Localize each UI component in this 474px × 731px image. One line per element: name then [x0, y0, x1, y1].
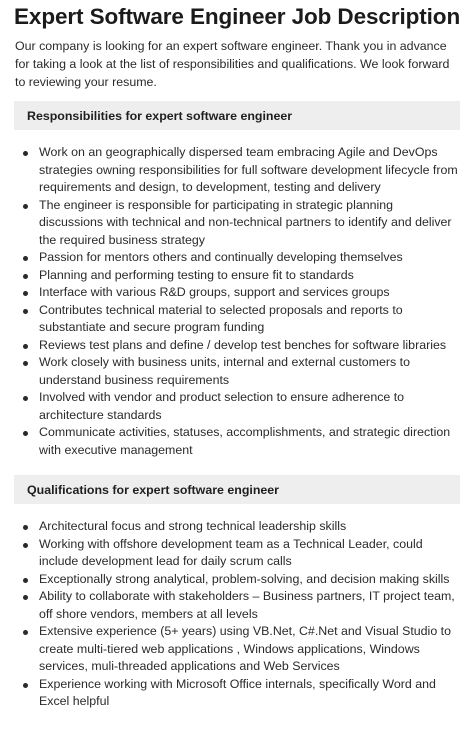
- qualifications-heading: Qualifications for expert software engineer: [14, 475, 460, 504]
- list-item: [39, 249, 460, 267]
- responsibilities-list: [14, 144, 460, 459]
- list-item-text: Experience working with Microsoft Office internals, specifically Word and Excel helpful: [39, 676, 436, 708]
- list-item: [39, 267, 460, 285]
- intro-paragraph: Our company is looking for an expert software engineer. Thank you in advance for taking a look at the list of responsibilities and qualifications. We look forward to reviewing your resume.: [15, 39, 450, 89]
- bullet-icon: [23, 578, 28, 583]
- bullet-icon: [23, 291, 28, 296]
- bullet-icon: [23, 543, 28, 548]
- list-item-text: Involved with vendor and product selection to ensure adherence to architecture standards: [39, 390, 405, 422]
- list-item-text: The engineer is responsible for participating in strategic planning discussions with technical and non-technical partners to identify and deliver the required business strategy: [39, 197, 452, 247]
- bullet-icon: [23, 630, 28, 635]
- list-item: [39, 354, 460, 389]
- list-item: [39, 302, 460, 337]
- list-item-text: Working with offshore development team as a Technical Leader, could include development lead for daily scrum calls: [39, 536, 423, 568]
- list-item-text: Reviews test plans and define / develop test benches for software libraries: [39, 337, 447, 352]
- list-item: [39, 623, 460, 676]
- bullet-icon: [23, 151, 28, 156]
- list-item-text: Architectural focus and strong technical leadership skills: [39, 519, 347, 533]
- bullet-icon: [23, 525, 28, 530]
- list-item: [39, 197, 460, 250]
- list-item-text: Work closely with business units, internal and external customers to understand business requirements: [39, 355, 410, 387]
- list-item: [39, 536, 460, 571]
- bullet-icon: [23, 274, 28, 279]
- list-item: [39, 518, 460, 536]
- list-item: [39, 144, 460, 197]
- list-item-text: Communicate activities, statuses, accomplishments, and strategic direction with executive management: [39, 425, 451, 457]
- bullet-icon: [23, 309, 28, 314]
- list-item-text: Interface with various R&D groups, support and services groups: [39, 285, 390, 299]
- responsibilities-heading: Responsibilities for expert software engineer: [14, 101, 460, 130]
- list-item: [39, 337, 460, 355]
- bullet-icon: [23, 595, 28, 600]
- list-item-text: Planning and performing testing to ensure fit to standards: [39, 267, 354, 282]
- list-item: [39, 424, 460, 459]
- list-item: [39, 571, 460, 589]
- list-item: [39, 588, 460, 623]
- bullet-icon: [23, 256, 28, 261]
- bullet-icon: [23, 361, 28, 366]
- list-item: [39, 284, 460, 302]
- list-item-text: Contributes technical material to selected proposals and reports to substantiate and secure program funding: [39, 302, 403, 334]
- bullet-icon: [23, 396, 28, 401]
- page-title: Expert Software Engineer Job Description: [14, 4, 461, 29]
- bullet-icon: [23, 683, 28, 688]
- qualifications-list: [14, 518, 460, 711]
- bullet-icon: [23, 204, 28, 209]
- list-item: [39, 676, 460, 711]
- list-item-text: Exceptionally strong analytical, problem-solving, and decision making skills: [39, 571, 450, 586]
- list-item: [39, 389, 460, 424]
- bullet-icon: [23, 431, 28, 436]
- list-item-text: Extensive experience (5+ years) using VB.Net, C#.Net and Visual Studio to create multi-tiered web applications , Windows applications, Windows services, muli-threaded applications and Web Services: [39, 624, 451, 673]
- list-item-text: Passion for mentors others and continually developing themselves: [39, 250, 403, 264]
- bullet-icon: [23, 344, 28, 349]
- list-item-text: Ability to collaborate with stakeholders – Business partners, IT project team, off shore vendors, members at all levels: [39, 589, 455, 621]
- list-item-text: Work on an geographically dispersed team embracing Agile and DevOps strategies owning responsibilities for full software development lifecycle from requirements and design, to development, testing and delivery: [39, 145, 458, 194]
